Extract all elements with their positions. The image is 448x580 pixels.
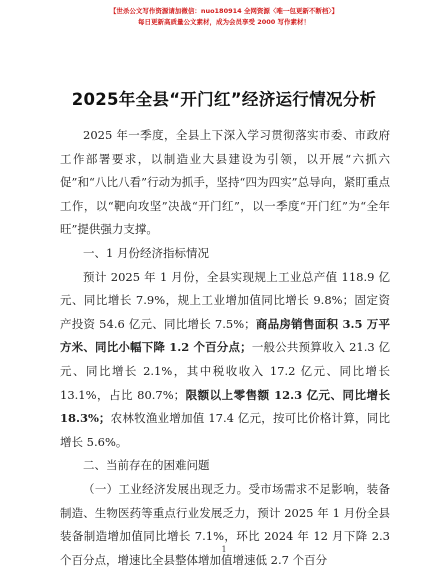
promo-banner-line-2: 每日更新高质量公文素材，成为会员享受 2000 写作素材！	[137, 18, 311, 26]
promo-banner-line-1: 【世杀公文写作资源请加微信：nuo180914 全网资源〈唯一包更新不断档〉】	[109, 7, 339, 15]
page-number: 1	[221, 545, 227, 554]
section-1-sentence-housing: 商品房销售面积 3.5 万平方米、同比小幅下降 1.2 个百分点；	[60, 316, 390, 355]
section-1-sentence-agriculture: 农林牧渔业增加值 17.4 亿元，按可比价格计算，同比增长 5.6%。	[60, 411, 390, 449]
section-1-paragraph	[60, 266, 390, 455]
section-1-sentence-revenue: 一般公共预算收入 21.3 亿元、同比增长 2.1%，其中税收收入 17.2 亿元、同比增长 13.1%，占比 80.7%；	[60, 340, 391, 402]
section-2-paragraph: （一）工业经济发展出现乏力。受市场需求不足影响，装备制造、生物医药等重点行业发展乏力，预计 2025 年 1 月份全县装备制造增加值同比增长 7.1%，环比 2024 年 12 月下降 2.3 个百分点，增速比全县整体增加值增速低 2.7 个百分	[60, 481, 390, 567]
intro-paragraph: 2025 年一季度，全县上下深入学习贯彻落实市委、市政府工作部署要求，以制造业大县建设为引领，以开展“六抓六促”和“八比八看”行动为抓手，坚持“四为四实”总导向，紧盯重点工作，以“靶向攻坚”决战“开门红”，以一季度“开门红”为“全年旺”提供强力支撑。	[60, 128, 390, 237]
section-1-sentence-retail: 限额以上零售额 12.3 亿元、同比增长 18.3%；	[60, 387, 390, 426]
section-1-sentence-industry: 预计 2025 年 1 月份，全县实现规上工业总产值 118.9 亿元、同比增长 7.9%，规上工业增加值同比增长 9.8%；固定资产投资 54.6 亿元、同比增长 7.5%；	[60, 269, 390, 331]
section-2-heading: 二、当前存在的困难问题	[83, 458, 210, 473]
document-title: 2025年全县“开门红”经济运行情况分析	[71, 90, 377, 109]
promo-banner	[0, 6, 448, 28]
document-body	[60, 124, 390, 572]
section-1-heading: 一、1 月份经济指标情况	[83, 245, 209, 260]
